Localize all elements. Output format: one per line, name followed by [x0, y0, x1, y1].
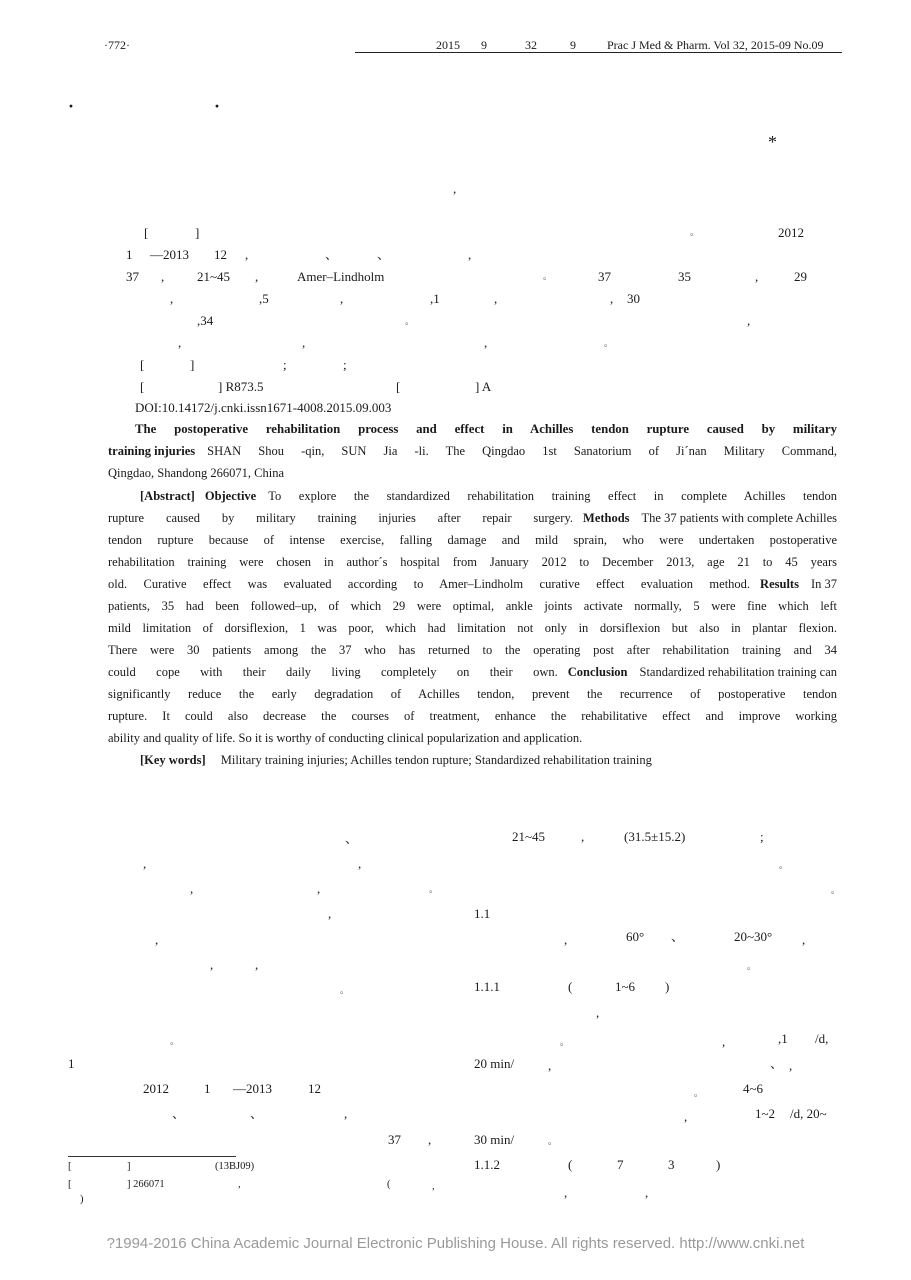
body-text: ,: [143, 856, 147, 871]
abstract-en-line: [140, 489, 837, 504]
abstract-cn-text: 、: [325, 247, 339, 262]
body-text: ,: [190, 881, 194, 896]
footnote-author: ): [80, 1194, 84, 1205]
abstract-cn-text: ,: [468, 247, 472, 262]
body-text: ,: [255, 957, 259, 972]
body-text: 。: [429, 884, 439, 894]
keywords-cn: ;: [343, 357, 347, 372]
abstract-cn-text: 。: [405, 316, 415, 326]
abstract-cn-text: 37: [126, 269, 139, 284]
body-text: 37: [388, 1132, 401, 1147]
abstract-label: [Abstract]: [140, 489, 195, 503]
body-text: ,: [684, 1109, 688, 1124]
copyright-footer: ?1994-2016 China Academic Journal Electronic Publishing House. All rights reserved. http://www.cnki.net: [106, 1235, 805, 1252]
abstract-en-text: old. Curative effect was evaluated according to Amer–Lindholm curative effect evaluation method.: [108, 577, 751, 591]
body-text: 。: [779, 860, 789, 870]
abstract-cn-mark: 。: [690, 227, 700, 237]
keywords-cn: [: [140, 357, 145, 372]
section-1-1-heading: 1.1: [474, 906, 491, 921]
body-text: 、: [172, 1106, 186, 1121]
body-text: 。: [170, 1036, 180, 1046]
clc-number: ] R873.5: [218, 379, 264, 394]
body-text: ,: [344, 1106, 348, 1121]
title-asterisk: *: [768, 132, 777, 152]
title-dot-left: ·: [68, 96, 75, 116]
abstract-en-text: rupture caused by military training injuries after repair surgery.: [108, 511, 574, 525]
section-1-1-1-heading: 1.1.1: [474, 979, 500, 994]
abstract-en-text: The 37 patients with complete Achilles: [641, 511, 837, 525]
methods-label: Methods: [583, 511, 630, 525]
abstract-cn-year: 2012: [778, 225, 804, 240]
body-text: /d,: [815, 1031, 829, 1046]
body-text: 20~30°: [734, 929, 773, 944]
body-text: 。: [831, 885, 841, 895]
body-text: ,: [581, 829, 585, 844]
body-text: 2012: [143, 1081, 169, 1096]
body-text: 20 min/: [474, 1056, 515, 1071]
abstract-cn-text: ,: [255, 269, 259, 284]
header-month: 9: [481, 38, 487, 52]
keywords-en: [140, 753, 652, 768]
abstract-cn-text: 35: [678, 269, 691, 284]
section-1-1-2-heading: 1.1.2: [474, 1157, 500, 1172]
abstract-cn-text: 21~45: [197, 269, 231, 284]
english-title-line1: The postoperative rehabilitation process and effect in Achilles tendon rupture caused by military: [135, 422, 837, 436]
abstract-cn-text: ,: [747, 313, 751, 328]
conclusion-label: Conclusion: [567, 665, 628, 679]
abstract-cn-text: Amer–Lindholm: [297, 269, 385, 284]
body-text: 21~45: [512, 829, 546, 844]
abstract-cn-text: ,34: [197, 313, 214, 328]
footnote-author: [: [68, 1179, 72, 1190]
body-text: ,: [596, 1005, 600, 1020]
body-text: 。: [694, 1088, 704, 1098]
body-text: 1~2: [755, 1106, 776, 1121]
body-text: ,: [802, 932, 806, 947]
header-vol: 32: [525, 38, 537, 52]
title-dot-right: ·: [214, 96, 221, 116]
footnote-author: ,: [432, 1181, 435, 1192]
header-no: 9: [570, 38, 576, 52]
footnote-author: ] 266071: [127, 1179, 165, 1190]
body-text: ,: [564, 1185, 568, 1200]
body-text: ,: [722, 1034, 726, 1049]
abstract-en-label: [140, 489, 195, 504]
body-text: 、: [770, 1056, 784, 1071]
footnote-author: (: [387, 1179, 391, 1190]
abstract-en-text: rupture. It could also decrease the courses of treatment, enhance the rehabilitative effect and improve working: [108, 709, 837, 723]
body-text: ,: [564, 932, 568, 947]
abstract-cn-text: ,: [610, 291, 614, 306]
footnote-fund: (13BJ09): [215, 1161, 255, 1172]
abstract-en-text: tendon rupture because of intense exercise, falling damage and mild sprain, who were undertaken postoperative: [108, 533, 837, 547]
body-text: ): [716, 1157, 721, 1172]
abstract-cn-text: ,: [340, 291, 344, 306]
abstract-en-line: [108, 665, 837, 680]
body-text: 1: [204, 1081, 211, 1096]
keywords-cn: ;: [283, 357, 287, 372]
body-text: ,: [328, 906, 332, 921]
abstract-cn-text: ,: [755, 269, 759, 284]
body-text: (: [568, 979, 573, 994]
abstract-en-text: There were 30 patients among the 37 who has returned to the operating post after rehabilitation training and 34: [108, 643, 837, 657]
abstract-en-text: To explore the standardized rehabilitation training effect in complete Achilles tendon: [268, 489, 837, 503]
body-text: ,: [358, 856, 362, 871]
abstract-en-text: significantly reduce the early degradation of Achilles tendon, prevent the recurrence of postoperative tendon: [108, 687, 837, 701]
abstract-cn-text: ,: [245, 247, 249, 262]
keywords-en-text: Military training injuries; Achilles tendon rupture; Standardized rehabilitation training: [220, 753, 652, 767]
body-text: ,: [155, 932, 159, 947]
body-text: 3: [668, 1157, 675, 1172]
abstract-cn-text: ,: [494, 291, 498, 306]
body-text: —2013: [233, 1081, 272, 1096]
abstract-cn-text: 30: [627, 291, 640, 306]
body-text: 。: [340, 985, 350, 995]
body-text: 60°: [626, 929, 645, 944]
header-year: 2015: [436, 38, 460, 52]
body-text: ,1: [778, 1031, 788, 1046]
abstract-en-text: mild limitation of dorsiflexion, 1 was poor, which had limitation not only in dorsiflexion but also in plantar flexion.: [108, 621, 837, 635]
footnote-fund: ]: [127, 1161, 131, 1172]
abstract-cn-bracket-close: ]: [195, 225, 200, 240]
clc-number: [: [140, 379, 145, 394]
body-text: 、: [671, 929, 685, 944]
body-text: 、: [345, 831, 359, 846]
body-text: ,: [548, 1058, 552, 1073]
abstract-en-line: [108, 577, 837, 592]
body-text: ,: [645, 1185, 649, 1200]
section-1-heading: 1: [68, 1056, 75, 1071]
abstract-cn-bracket-open: [: [144, 225, 149, 240]
body-text: 4~6: [743, 1081, 764, 1096]
doi: DOI:10.14172/j.cnki.issn1671-4008.2015.09.003: [135, 400, 392, 415]
body-text: ,: [210, 957, 214, 972]
body-text: 7: [617, 1157, 624, 1172]
body-text: ): [665, 979, 670, 994]
abstract-en-text: could cope with their daily living completely on their own.: [108, 665, 558, 679]
abstract-cn-text: 、: [377, 247, 391, 262]
author-comma: ,: [453, 181, 457, 196]
keywords-en-label: [Key words]: [140, 753, 206, 767]
body-text: /d, 20~: [790, 1106, 827, 1121]
abstract-cn-text: ,: [161, 269, 165, 284]
abstract-cn-text: ,: [484, 335, 488, 350]
abstract-en-line: [108, 511, 837, 526]
english-title-line2: [108, 444, 837, 459]
english-affiliation: Qingdao, Shandong 266071, China: [108, 466, 285, 480]
abstract-en-text: rehabilitation training were chosen in author´s hospital from January 2012 to December 2013, age 21 to 45 years: [108, 555, 837, 569]
body-text: 。: [560, 1037, 570, 1047]
body-text: 1~6: [615, 979, 636, 994]
body-text: 30 min/: [474, 1132, 515, 1147]
abstract-cn-text: 37: [598, 269, 611, 284]
keywords-cn: ]: [190, 357, 195, 372]
body-text: 、: [250, 1106, 264, 1121]
document-code: ] A: [475, 379, 492, 394]
document-code: [: [396, 379, 401, 394]
results-label: Results: [760, 577, 799, 591]
body-text: (31.5±15.2): [624, 829, 686, 844]
abstract-cn-text: 12: [214, 247, 227, 262]
abstract-en-text: patients, 35 had been followed–up, of which 29 were optimal, ankle joints activate normally, 5 were fine which left: [108, 599, 837, 613]
abstract-cn-text: 1: [126, 247, 133, 262]
abstract-cn-text: 。: [543, 271, 553, 281]
objective-label: Objective: [204, 489, 257, 503]
footnote-author: ,: [238, 1179, 241, 1190]
abstract-cn-text: 。: [604, 338, 614, 348]
body-text: 。: [548, 1136, 558, 1146]
abstract-en-text: ability and quality of life. So it is worthy of conducting clinical popularization and application.: [108, 731, 583, 745]
footnote-fund: [: [68, 1161, 72, 1172]
abstract-cn-text: —2013: [150, 247, 189, 262]
abstract-cn-text: ,1: [430, 291, 440, 306]
abstract-cn-text: 29: [794, 269, 807, 284]
abstract-cn-text: ,: [170, 291, 174, 306]
body-text: ,: [317, 881, 321, 896]
english-authors: SHAN Shou -qin, SUN Jia -li. The Qingdao 1st Sanatorium of Ji´nan Military Command,: [207, 444, 837, 458]
footnote-rule: [68, 1156, 236, 1157]
abstract-cn-text: ,: [178, 335, 182, 350]
body-text: 。: [747, 961, 757, 971]
abstract-cn-text: ,5: [259, 291, 269, 306]
page-number: ·772·: [104, 38, 130, 52]
abstract-en-text: In 37: [810, 577, 837, 591]
abstract-en-text: Standardized rehabilitation training can: [639, 665, 837, 679]
body-text: ;: [760, 829, 764, 844]
body-text: ,: [789, 1058, 793, 1073]
abstract-cn-text: ,: [302, 335, 306, 350]
header-journal: Prac J Med & Pharm. Vol 32, 2015-09 No.09: [607, 38, 824, 52]
body-text: ,: [428, 1132, 432, 1147]
english-title-tail: training injuries: [108, 444, 196, 458]
body-text: 12: [308, 1081, 321, 1096]
body-text: (: [568, 1157, 573, 1172]
